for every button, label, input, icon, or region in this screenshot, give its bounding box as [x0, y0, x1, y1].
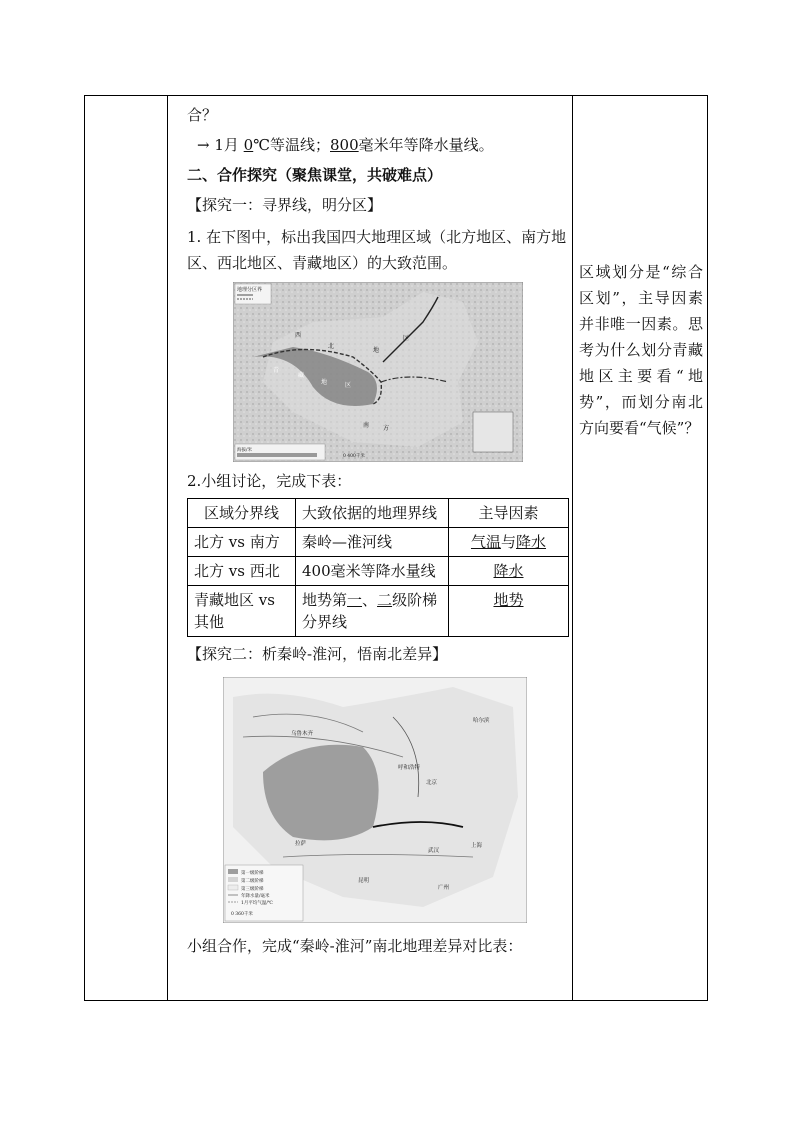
map2-legend-2: 第二级阶梯 — [241, 879, 264, 884]
table-cell-line: 秦岭—淮河线 — [296, 528, 449, 557]
map2-city-shanghai: 上海 — [471, 843, 483, 849]
map1-label-zang: 藏 — [298, 372, 305, 379]
map1-label-fang: 方 — [383, 425, 390, 432]
question-two: 2.小组讨论，完成下表： — [187, 472, 352, 490]
boundary-table — [187, 498, 569, 637]
table-cell-region: 青藏地区 vs 其他 — [188, 586, 296, 637]
map2-city-harbin: 哈尔滨 — [473, 718, 490, 724]
map2-legend-3: 第三级阶梯 — [241, 887, 264, 892]
map1-label-bei: 北 — [328, 343, 335, 350]
table-row — [188, 528, 569, 557]
map2-city-wuhan: 武汉 — [428, 848, 440, 854]
table-cell-factor: 气温与降水 — [449, 528, 569, 557]
map2-scale: 0 360千米 — [231, 912, 253, 917]
table-header-row — [188, 499, 569, 528]
china-regions-map — [233, 282, 523, 462]
main-content-column — [187, 104, 569, 957]
side-note: 区域划分是“综合区划”，主导因素并非唯一因素。思考为什么划分青藏地区主要看“地势”，而划分南北方向要看“气候”？ — [579, 263, 703, 437]
map2-legend-1: 第一级阶梯 — [241, 871, 264, 876]
section-title: 二、合作探究（聚焦课堂，共破难点） — [187, 166, 443, 184]
map2-city-wulumuqi: 乌鲁木齐 — [291, 731, 314, 737]
table-cell-factor: 地势 — [449, 586, 569, 637]
map2-legend-4: 年降水量/毫米 — [241, 894, 270, 899]
answer-underline-800: 800 — [330, 136, 359, 154]
map2-city-beijing: 北京 — [426, 780, 438, 786]
qinling-huaihe-map — [223, 677, 527, 923]
table-cell-region: 北方 vs 南方 — [188, 528, 296, 557]
column-divider-left — [167, 96, 168, 1000]
answer-underline-zero: 0 — [243, 136, 254, 154]
lesson-table-frame — [84, 95, 708, 1001]
table-cell-region: 北方 vs 西北 — [188, 557, 296, 586]
map1-elevation-label: 海拔/米 — [237, 448, 253, 453]
map1-label-qu: 区 — [403, 335, 410, 342]
map1-label-di: 地 — [373, 347, 380, 354]
table-cell-line: 地势第一、二级阶梯分界线 — [296, 586, 449, 637]
map2-city-guangzhou: 广州 — [438, 885, 450, 891]
map1-scale: 0 400千米 — [343, 454, 365, 459]
table-header-cell: 大致依据的地理界线 — [296, 499, 449, 528]
map1-label-nan: 南 — [363, 422, 370, 429]
map2-legend-5: 1月平均气温/℃ — [241, 901, 273, 906]
map1-label-xi: 西 — [295, 332, 302, 339]
answer-line: → 1月 0℃等温线；800毫米年等降水量线。 — [197, 136, 494, 154]
table-cell-factor: 降水 — [449, 557, 569, 586]
question-one: 1. 在下图中，标出我国四大地理区域（北方地区、南方地区、西北地区、青藏地区）的大致范围。 — [187, 228, 567, 272]
map1-label-di2: 地 — [321, 379, 328, 386]
table-cell-line: 400毫米等降水量线 — [296, 557, 449, 586]
final-instruction: 小组合作，完成“秦岭-淮河”南北地理差异对比表： — [187, 937, 523, 955]
map1-label-qing: 青 — [273, 367, 280, 374]
map2-city-hohhot: 呼和浩特 — [398, 765, 421, 771]
map2-city-lhasa: 拉萨 — [295, 841, 307, 847]
map1-label-qu2: 区 — [345, 382, 352, 389]
explore-two-title: 【探究二：析秦岭-淮河，悟南北差异】 — [187, 645, 448, 663]
table-row — [188, 586, 569, 637]
table-row — [188, 557, 569, 586]
map1-legend-title: 地理分区界 — [237, 287, 263, 293]
table-header-cell: 主导因素 — [449, 499, 569, 528]
explore-one-title: 【探究一：寻界线，明分区】 — [187, 196, 383, 214]
table-header-cell: 区域分界线 — [188, 499, 296, 528]
column-divider-right — [572, 96, 573, 1000]
continued-line: 合？ — [187, 106, 218, 124]
map2-city-kunming: 昆明 — [358, 878, 370, 884]
